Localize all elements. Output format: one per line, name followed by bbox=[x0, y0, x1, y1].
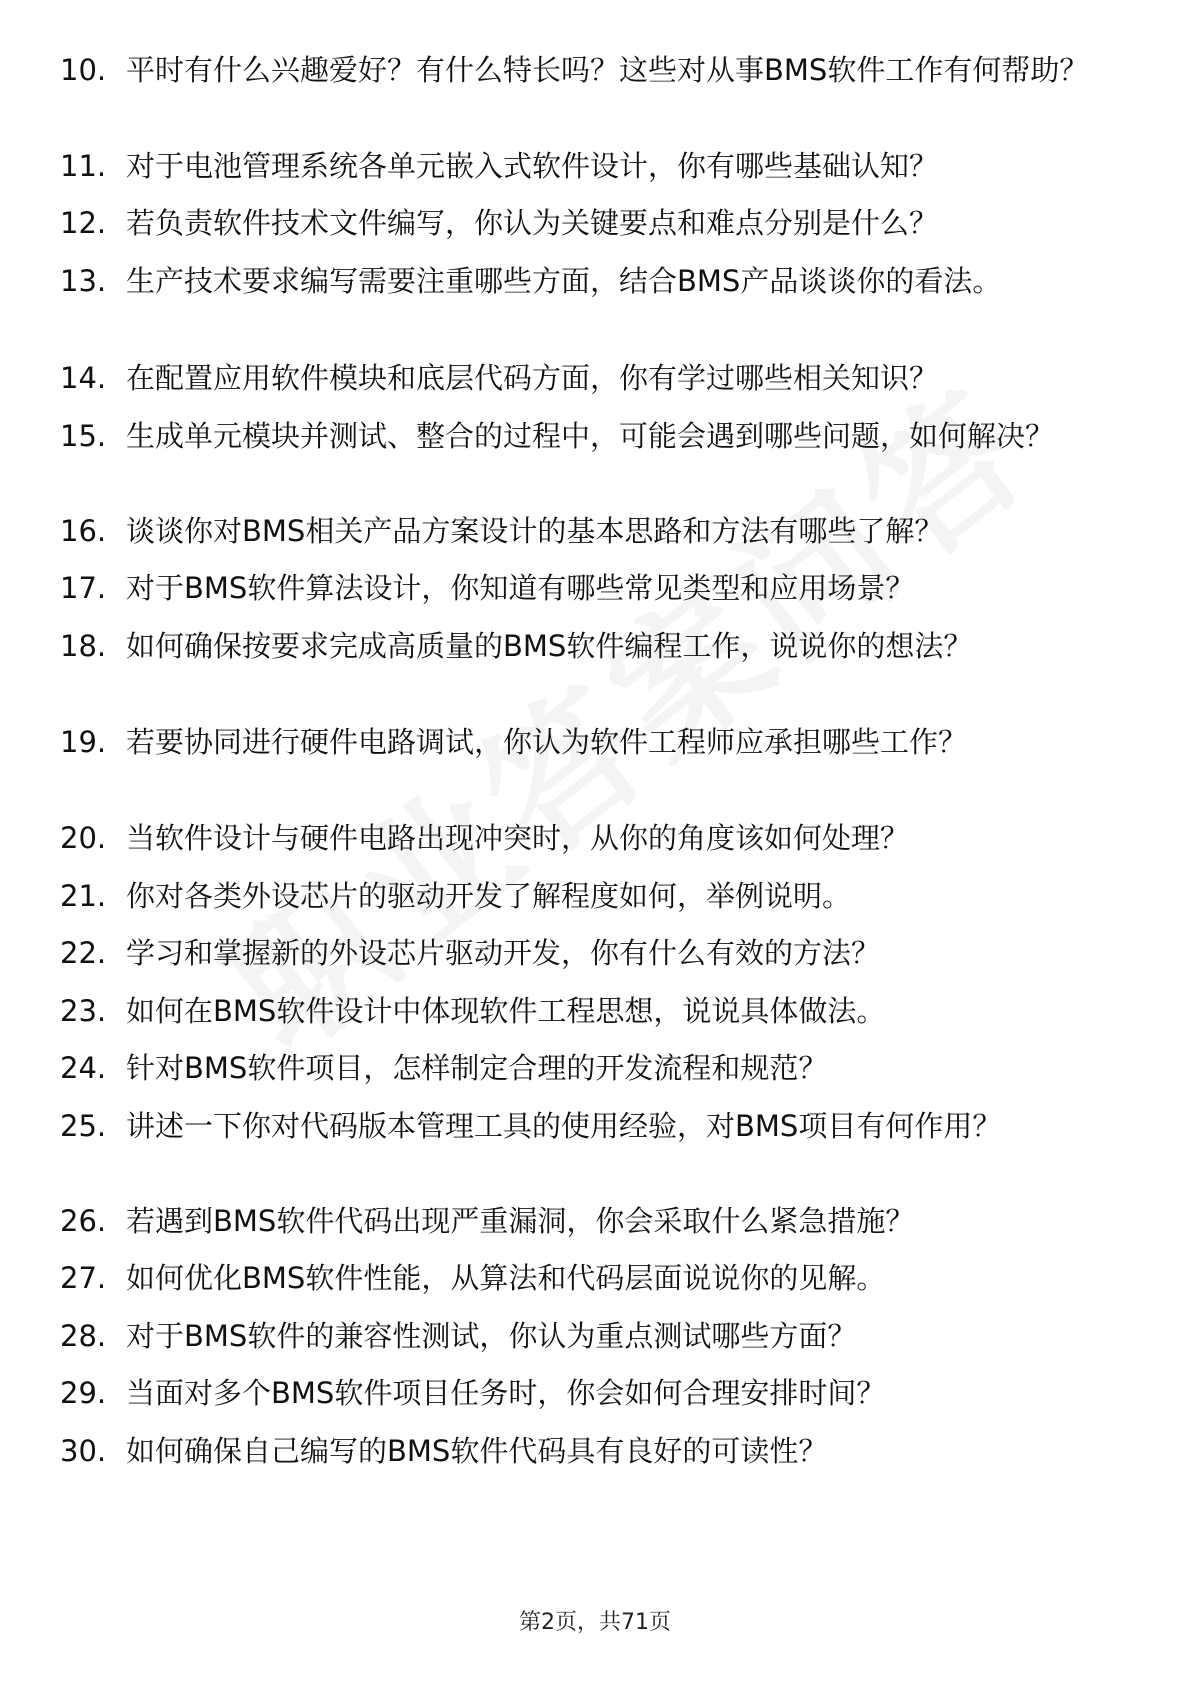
question-item bbox=[60, 1431, 1130, 1471]
question-item bbox=[60, 146, 1130, 186]
question-number: 19. bbox=[60, 725, 107, 759]
question-text: 若要协同进行硬件电路调试，你认为软件工程师应承担哪些工作？ bbox=[126, 725, 968, 759]
question-text: 生产技术要求编写需要注重哪些方面，结合BMS产品谈谈你的看法。 bbox=[126, 264, 1002, 298]
question-item bbox=[60, 1048, 1130, 1088]
question-item bbox=[60, 50, 1130, 90]
question-text: 若遇到BMS软件代码出现严重漏洞，你会采取什么紧急措施？ bbox=[126, 1204, 915, 1238]
question-item bbox=[60, 511, 1130, 551]
question-text: 如何确保按要求完成高质量的BMS软件编程工作，说说你的想法？ bbox=[126, 629, 973, 663]
question-text: 如何优化BMS软件性能，从算法和代码层面说说你的见解。 bbox=[126, 1261, 886, 1295]
question-number: 12. bbox=[60, 206, 107, 240]
question-number: 11. bbox=[60, 149, 107, 183]
question-item bbox=[60, 818, 1130, 858]
question-text: 针对BMS软件项目，怎样制定合理的开发流程和规范？ bbox=[126, 1051, 828, 1085]
question-text: 如何在BMS软件设计中体现软件工程思想，说说具体做法。 bbox=[126, 994, 886, 1028]
question-item bbox=[60, 876, 1130, 916]
question-item bbox=[60, 933, 1130, 973]
question-text: 当软件设计与硬件电路出现冲突时，从你的角度该如何处理？ bbox=[126, 821, 910, 855]
question-text: 对于电池管理系统各单元嵌入式软件设计，你有哪些基础认知？ bbox=[126, 149, 939, 183]
question-item bbox=[60, 626, 1130, 666]
question-item bbox=[60, 1258, 1130, 1298]
question-number: 15. bbox=[60, 419, 107, 453]
question-text: 学习和掌握新的外设芯片驱动开发，你有什么有效的方法？ bbox=[126, 936, 881, 970]
question-text: 若负责软件技术文件编写，你认为关键要点和难点分别是什么？ bbox=[126, 206, 939, 240]
question-number: 22. bbox=[60, 936, 107, 970]
question-number: 10. bbox=[60, 53, 107, 87]
question-text: 谈谈你对BMS相关产品方案设计的基本思路和方法有哪些了解？ bbox=[126, 514, 944, 548]
question-number: 30. bbox=[60, 1434, 107, 1468]
question-text: 如何确保自己编写的BMS软件代码具有良好的可读性？ bbox=[126, 1434, 828, 1468]
question-item bbox=[60, 416, 1130, 456]
question-text: 你对各类外设芯片的驱动开发了解程度如何，举例说明。 bbox=[126, 879, 852, 913]
question-item bbox=[60, 358, 1130, 398]
question-item bbox=[60, 722, 1130, 762]
question-item bbox=[60, 991, 1130, 1031]
question-item bbox=[60, 1106, 1130, 1146]
question-number: 26. bbox=[60, 1204, 107, 1238]
question-number: 13. bbox=[60, 264, 107, 298]
question-number: 17. bbox=[60, 571, 107, 605]
question-number: 27. bbox=[60, 1261, 107, 1295]
question-number: 20. bbox=[60, 821, 107, 855]
question-number: 29. bbox=[60, 1376, 107, 1410]
question-item bbox=[60, 568, 1130, 608]
question-item bbox=[60, 1373, 1130, 1413]
question-text: 当面对多个BMS软件项目任务时，你会如何合理安排时间？ bbox=[126, 1376, 886, 1410]
page-footer: 第2页，共71页 bbox=[519, 1610, 671, 1635]
question-text: 平时有什么兴趣爱好？有什么特长吗？这些对从事BMS软件工作有何帮助？ bbox=[126, 53, 1089, 87]
question-number: 24. bbox=[60, 1051, 107, 1085]
question-number: 23. bbox=[60, 994, 107, 1028]
question-text: 生成单元模块并测试、整合的过程中，可能会遇到哪些问题，如何解决？ bbox=[126, 419, 1055, 453]
question-text: 对于BMS软件算法设计，你知道有哪些常见类型和应用场景？ bbox=[126, 571, 915, 605]
question-number: 16. bbox=[60, 514, 107, 548]
question-text: 在配置应用软件模块和底层代码方面，你有学过哪些相关知识？ bbox=[126, 361, 939, 395]
question-item bbox=[60, 261, 1130, 301]
question-item bbox=[60, 1201, 1130, 1241]
question-number: 21. bbox=[60, 879, 107, 913]
question-number: 18. bbox=[60, 629, 107, 663]
question-item bbox=[60, 1316, 1130, 1356]
question-text: 讲述一下你对代码版本管理工具的使用经验，对BMS项目有何作用？ bbox=[126, 1109, 1002, 1143]
question-number: 28. bbox=[60, 1319, 107, 1353]
question-number: 25. bbox=[60, 1109, 107, 1143]
question-item bbox=[60, 203, 1130, 243]
question-number: 14. bbox=[60, 361, 107, 395]
question-text: 对于BMS软件的兼容性测试，你认为重点测试哪些方面？ bbox=[126, 1319, 857, 1353]
